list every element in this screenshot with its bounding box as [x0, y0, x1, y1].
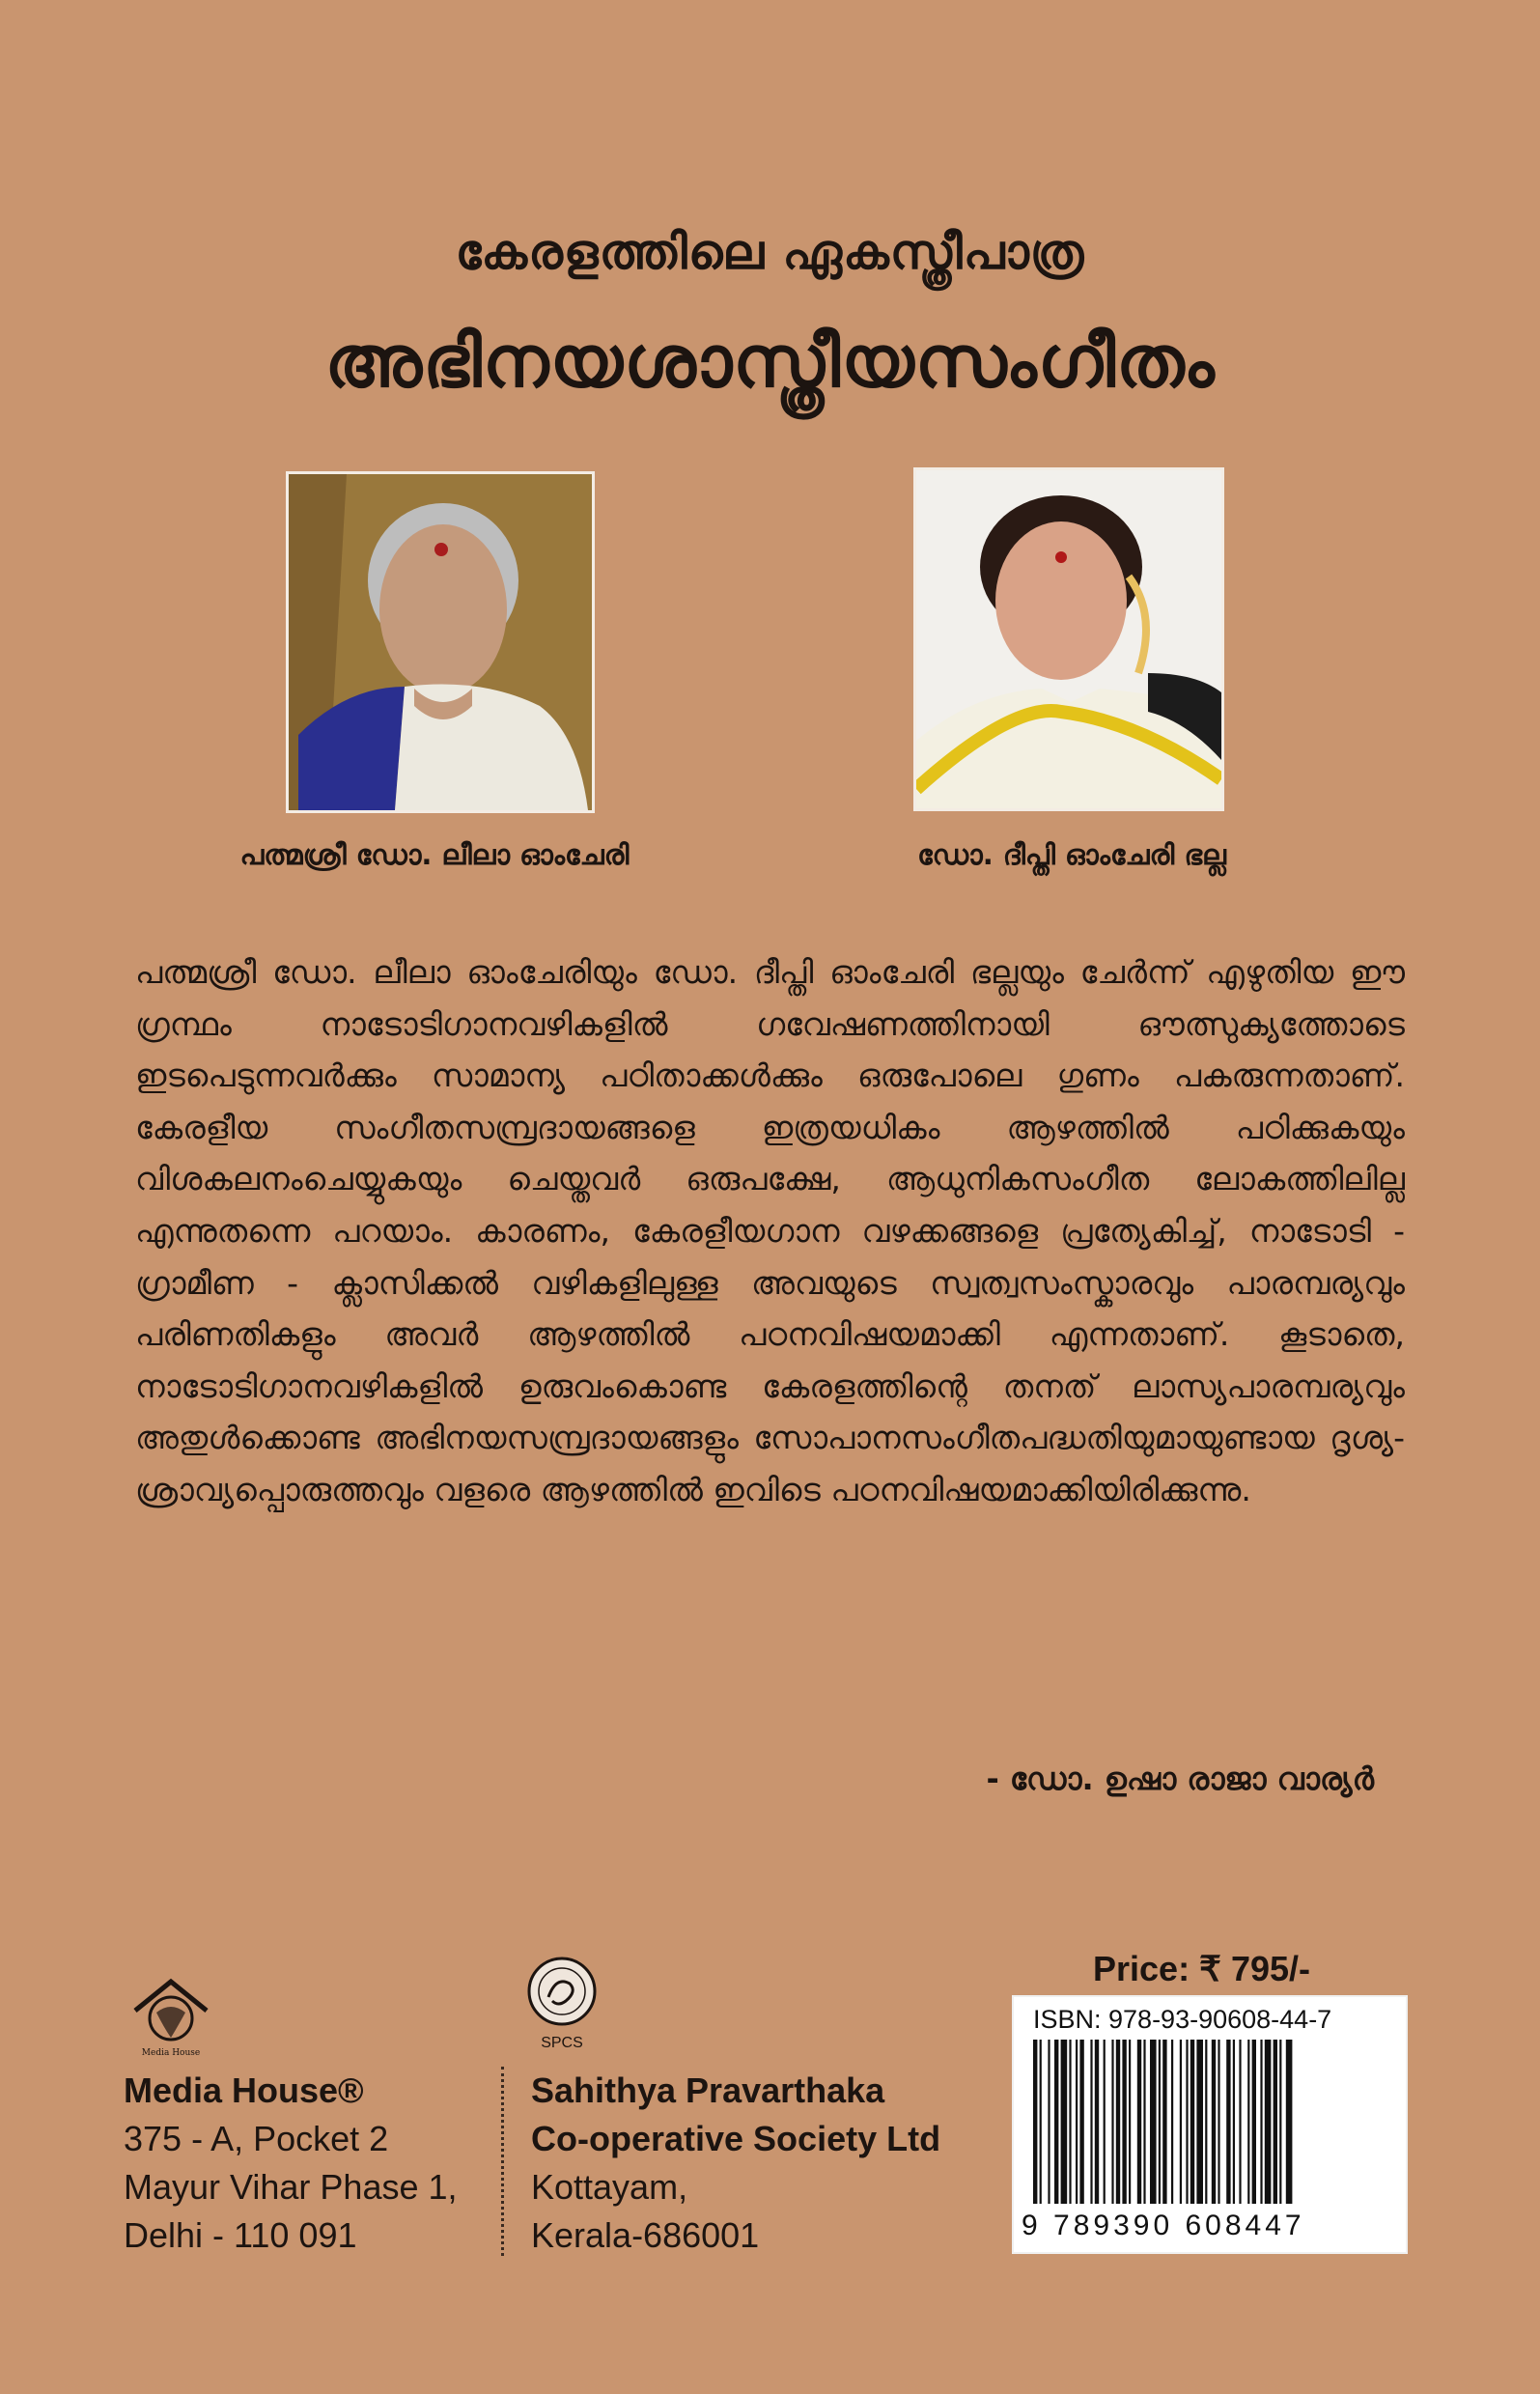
- barcode-bar: [1171, 2040, 1173, 2204]
- media-house-logo-icon: [127, 1972, 214, 2059]
- publisher-address-line: Kottayam,: [531, 2167, 688, 2207]
- barcode-bar: [1252, 2040, 1256, 2204]
- barcode-bar: [1137, 2040, 1141, 2204]
- barcode-bar: [1205, 2040, 1207, 2204]
- publisher-media-house: [124, 2067, 458, 2260]
- barcode-bar: [1247, 2040, 1249, 2204]
- author-photo-deepti: [913, 467, 1224, 811]
- barcode-bar: [1196, 2040, 1203, 2204]
- publisher-address-line: 375 - A, Pocket 2: [124, 2119, 389, 2158]
- price-label: Price: ₹ 795/-: [1093, 1949, 1311, 1988]
- barcode-bar: [1079, 2040, 1083, 2204]
- blurb-text: പത്മശ്രീ ഡോ. ലീലാ ഓംചേരിയും ഡോ. ദീപ്തി ഓംചേരി ഭല്ലയും ചേർന്ന് എഴുതിയ ഈ ഗ്രന്ഥം നാടോടിഗാനവഴികളിൽ ഗവേഷണത്തിനായി ഔത്സുക്യത്തോടെ ഇടപെടുന്നവർക്കും സാമാന്യ പഠിതാക്കൾക്കും ഒരുപോലെ ഗുണം പകരുന്നതാണ്. കേരളീയ സംഗീതസമ്പ്രദായങ്ങളെ ഇത്രയധികം ആഴത്തിൽ പഠിക്കുകയും വിശകലനംചെയ്യുകയും ചെയ്തവർ ഒരുപക്ഷേ, ആധുനികസംഗീത ലോകത്തിലില്ല എന്നുതന്നെ പറയാം. കാരണം, കേരളീയഗാന വഴക്കങ്ങളെ പ്രത്യേകിച്ച്, നാടോടി - ഗ്രാമീണ - ക്ലാസിക്കൽ വഴികളിലുള്ള അവയുടെ സ്വത്വസംസ്കാരവും പാരമ്പര്യവും പരിണതികളും അവർ ആഴത്തിൽ പഠനവിഷയമാക്കി എന്നതാണ്. കൂടാതെ, നാടോടിഗാനവഴികളിൽ ഉരുവംകൊണ്ട കേരളത്തിന്റെ തനത് ലാസ്യപാരമ്പര്യവും അതുൾക്കൊണ്ട അഭിനയസമ്പ്രദായങ്ങളും സോപാനസംഗീതപദ്ധതിയുമായുണ്ടായ ദൃശ്യ-ശ്രാവ്യപ്പൊരുത്തവും വളരെ ആഴത്തിൽ ഇവിടെ പഠനവിഷയമാക്കിയിരിക്കുന്നു.: [135, 953, 1405, 1508]
- blurb-signature: - ഡോ. ഉഷാ രാജാ വാര്യർ: [986, 1760, 1374, 1797]
- barcode-bar: [1061, 2040, 1068, 2204]
- isbn-label: ISBN: 978-93-90608-44-7: [1033, 2005, 1332, 2034]
- barcode-bar: [1186, 2040, 1188, 2204]
- author-caption-1: പത്മശ്രീ ഡോ. ലീലാ ഓംചേരി: [239, 838, 630, 871]
- barcode-bar: [1212, 2040, 1216, 2204]
- book-title: അഭിനയശാസ്ത്രീയസംഗീതം: [324, 321, 1216, 404]
- portrait-illustration-2: [916, 470, 1221, 808]
- publisher-divider: [501, 2067, 504, 2256]
- barcode-bar: [1274, 2040, 1277, 2204]
- barcode-bar: [1260, 2040, 1262, 2204]
- barcode-bar: [1040, 2040, 1042, 2204]
- barcode-bar: [1095, 2040, 1099, 2204]
- barcode-bar: [1239, 2040, 1241, 2204]
- publisher-address-line: Mayur Vihar Phase 1,: [124, 2167, 458, 2207]
- media-house-logo: [127, 1972, 214, 2063]
- author-caption-2: ഡോ. ദീപ്തി ഓംചേരി ഭല്ല: [917, 838, 1226, 871]
- barcode-bar: [1233, 2040, 1235, 2204]
- barcode-bar: [1226, 2040, 1230, 2204]
- spcs-logo-icon: [523, 1953, 601, 2059]
- barcode-bar: [1129, 2040, 1131, 2204]
- barcode-bar: [1265, 2040, 1272, 2204]
- barcode-bar: [1111, 2040, 1113, 2204]
- publisher-spcs: [531, 2067, 940, 2260]
- barcode-bar: [1218, 2040, 1219, 2204]
- barcode-bar: [1143, 2040, 1145, 2204]
- barcode-bar: [1090, 2040, 1092, 2204]
- barcode-bar: [1069, 2040, 1071, 2204]
- publisher-name-line: Sahithya Pravarthaka: [531, 2070, 885, 2110]
- publisher-name-line: Co-operative Society Ltd: [531, 2119, 941, 2158]
- barcode-bar: [1054, 2040, 1058, 2204]
- publisher-name: Media House®: [124, 2070, 364, 2110]
- portrait-illustration-1: [289, 474, 592, 810]
- barcode-bar: [1116, 2040, 1120, 2204]
- barcode-bar: [1104, 2040, 1106, 2204]
- barcode-bar: [1076, 2040, 1078, 2204]
- barcode-bar: [1048, 2040, 1050, 2204]
- barcode-bar: [1286, 2040, 1293, 2204]
- publisher-address-line: Delhi - 110 091: [124, 2215, 357, 2255]
- publisher-address-line: Kerala-686001: [531, 2215, 760, 2255]
- barcode-bar: [1190, 2040, 1194, 2204]
- barcode-bar: [1279, 2040, 1281, 2204]
- barcode-bar: [1162, 2040, 1166, 2204]
- book-subtitle: കേരളത്തിലെ ഏകസ്ത്രീപാത്ര: [455, 224, 1085, 280]
- author-photo-leela: [286, 471, 595, 813]
- media-house-logo-text: Media House: [141, 2048, 201, 2058]
- barcode-bar: [1150, 2040, 1157, 2204]
- barcode-bar: [1180, 2040, 1182, 2204]
- barcode-bar: [1159, 2040, 1161, 2204]
- spcs-logo: [523, 1953, 601, 2063]
- barcode-bar: [1033, 2040, 1037, 2204]
- barcode-icon: [1029, 2040, 1392, 2210]
- barcode-digits: 9 789390 608447: [1022, 2210, 1305, 2241]
- spcs-logo-text: SPCS: [541, 2035, 583, 2051]
- barcode-bar: [1122, 2040, 1126, 2204]
